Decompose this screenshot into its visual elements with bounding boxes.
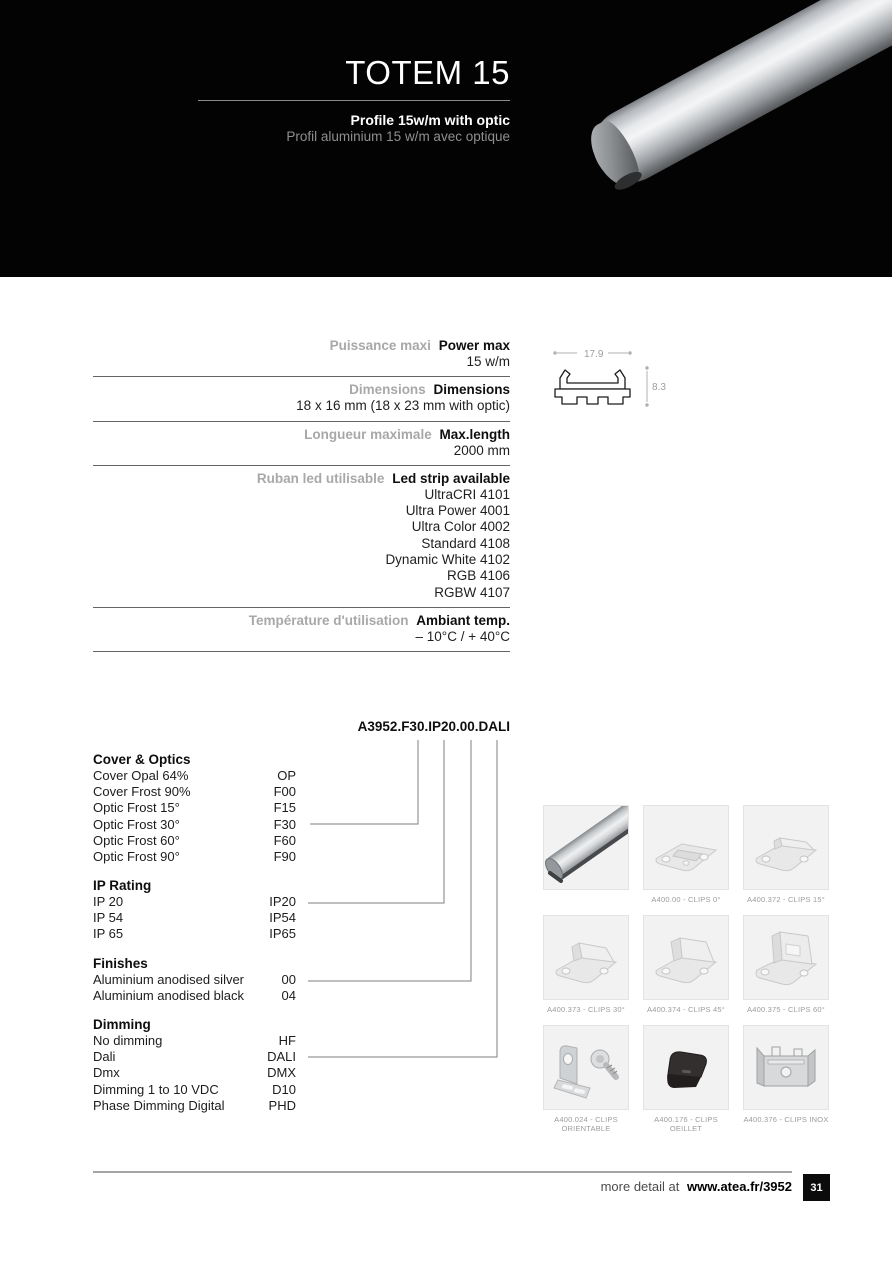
subtitle-english: Profile 15w/m with optic xyxy=(350,112,510,128)
led-strip-list xyxy=(93,487,510,601)
clip-orientable-image xyxy=(544,1026,628,1109)
accessory-tile-clips-30 xyxy=(543,915,629,1025)
option-label: Dimming 1 to 10 VDC xyxy=(93,1081,219,1097)
option-code: IP20 xyxy=(269,894,296,909)
option-row xyxy=(93,800,296,816)
option-label: Dali xyxy=(93,1049,116,1065)
option-label: Cover Opal 64% xyxy=(93,768,189,783)
option-code: 04 xyxy=(281,988,296,1004)
option-code: F30 xyxy=(273,816,296,832)
footer-prefix: more detail at xyxy=(600,1179,680,1194)
led-strip-item: Ultra Color 4002 xyxy=(411,519,510,535)
option-row xyxy=(93,910,296,926)
accessory-caption: A400.176 - CLIPS OEILLET xyxy=(654,1115,718,1133)
order-code-connectors xyxy=(300,737,510,1063)
page-number: 31 xyxy=(803,1174,830,1201)
spec-dimensions xyxy=(93,377,510,421)
accessory-caption: A400.375 - CLIPS 60° xyxy=(747,1005,825,1014)
spec-label-en: Max.length xyxy=(439,426,510,442)
accessory-tile-profile xyxy=(543,805,629,915)
accessory-tile-clips-inox xyxy=(743,1025,829,1135)
option-label: Optic Frost 90° xyxy=(93,849,180,865)
option-label: Phase Dimming Digital xyxy=(93,1097,225,1113)
option-row xyxy=(93,1082,296,1098)
option-code: F15 xyxy=(273,800,296,816)
spec-value: 18 x 16 mm (18 x 23 mm with optic) xyxy=(296,398,510,414)
option-label: No dimming xyxy=(93,1033,163,1048)
spec-value: 15 w/m xyxy=(466,354,510,369)
group-title: Finishes xyxy=(93,956,148,971)
option-group-cover-optics xyxy=(93,751,296,865)
accessory-caption: A400.373 - CLIPS 30° xyxy=(547,1005,625,1014)
spec-label-en: Led strip available xyxy=(392,470,510,486)
option-row xyxy=(93,926,296,942)
profile-thumbnail-image xyxy=(544,806,628,889)
spec-label-en: Ambiant temp. xyxy=(416,612,510,628)
option-code: D10 xyxy=(272,1081,296,1097)
spec-power xyxy=(93,333,510,377)
group-title: IP Rating xyxy=(93,878,152,893)
accessory-caption: A400.024 - CLIPS ORIENTABLE xyxy=(554,1115,618,1133)
footer-divider xyxy=(93,1171,792,1173)
accessory-caption: A400.372 - CLIPS 15° xyxy=(747,895,825,904)
profile-outline xyxy=(555,370,630,404)
option-row xyxy=(93,849,296,865)
option-row xyxy=(93,784,296,800)
option-label: IP 65 xyxy=(93,926,124,942)
width-dimension-label: 17.9 xyxy=(584,349,604,360)
accessory-tile-clips-15 xyxy=(743,805,829,915)
option-code: DALI xyxy=(267,1049,296,1065)
option-row xyxy=(93,817,296,833)
option-row xyxy=(93,768,296,784)
option-row xyxy=(93,1033,296,1049)
led-strip-item: RGBW 4107 xyxy=(434,584,510,600)
option-row xyxy=(93,1049,296,1065)
option-label: IP 54 xyxy=(93,910,124,926)
option-group-finishes xyxy=(93,955,296,1004)
option-label: Cover Frost 90% xyxy=(93,784,191,800)
option-code: 00 xyxy=(281,972,296,987)
option-row xyxy=(93,988,296,1004)
spec-ambient-temp xyxy=(93,608,510,652)
option-group-ip-rating xyxy=(93,877,296,943)
clip-inox-image xyxy=(744,1026,828,1109)
accessory-caption: A400.374 - CLIPS 45° xyxy=(647,1005,725,1014)
accessory-caption: A400.00 - CLIPS 0° xyxy=(651,895,721,904)
accessories-grid xyxy=(543,805,830,1135)
height-dimension-label: 8.3 xyxy=(652,382,666,393)
option-code: IP65 xyxy=(269,926,296,942)
option-label: Dmx xyxy=(93,1065,120,1081)
spec-label-fr: Dimensions xyxy=(349,382,426,398)
order-code: A3952.F30.IP20.00.DALI xyxy=(357,719,510,734)
spec-label-fr: Ruban led utilisable xyxy=(256,470,385,486)
page-title: TOTEM 15 xyxy=(345,54,510,91)
spec-label-en: Power max xyxy=(438,338,510,353)
option-label: Aluminium anodised black xyxy=(93,988,245,1004)
option-row xyxy=(93,972,296,988)
option-code: OP xyxy=(277,768,296,783)
clip-30-image xyxy=(544,916,628,999)
option-row xyxy=(93,833,296,849)
option-label: Optic Frost 30° xyxy=(93,816,180,832)
led-strip-item: Ultra Power 4001 xyxy=(405,503,510,519)
option-label: Optic Frost 15° xyxy=(93,800,180,816)
page-header xyxy=(0,0,892,277)
option-code: IP54 xyxy=(269,910,296,926)
spec-label-fr: Longueur maximale xyxy=(304,426,432,442)
accessory-tile-clips-orientable xyxy=(543,1025,629,1135)
led-strip-item: RGB 4106 xyxy=(446,568,510,584)
clip-45-image xyxy=(644,916,728,999)
specs-section xyxy=(93,333,510,652)
group-title: Cover & Optics xyxy=(93,752,191,767)
clip-15-image xyxy=(744,806,828,889)
accessory-caption: A400.376 - CLIPS INOX xyxy=(743,1115,829,1124)
clip-0-image xyxy=(644,806,728,889)
spec-max-length xyxy=(93,422,510,466)
product-photo xyxy=(580,0,892,196)
spec-value: – 10°C / + 40°C xyxy=(415,628,510,644)
subtitle-french: Profil aluminium 15 w/m avec optique xyxy=(286,129,510,144)
spec-led-strips xyxy=(93,466,510,608)
option-group-dimming xyxy=(93,1016,296,1114)
cross-section-diagram xyxy=(546,338,670,424)
accessory-tile-clips-60 xyxy=(743,915,829,1025)
option-code: F60 xyxy=(273,832,296,848)
option-label: Aluminium anodised silver xyxy=(93,972,245,987)
option-label: Optic Frost 60° xyxy=(93,832,180,848)
option-code: PHD xyxy=(268,1097,296,1113)
group-title: Dimming xyxy=(93,1017,151,1032)
option-row xyxy=(93,1098,296,1114)
option-row xyxy=(93,1065,296,1081)
accessory-tile-clips-45 xyxy=(643,915,729,1025)
option-code: DMX xyxy=(267,1065,296,1081)
spec-label-fr: Puissance maxi xyxy=(329,338,431,353)
led-strip-item: Standard 4108 xyxy=(421,535,510,551)
title-divider xyxy=(198,100,510,101)
accessory-tile-clips-oeillet xyxy=(643,1025,729,1135)
led-strip-item: Dynamic White 4102 xyxy=(385,552,510,568)
footer-link[interactable]: www.atea.fr/3952 xyxy=(686,1179,792,1194)
option-row xyxy=(93,894,296,910)
spec-label-en: Dimensions xyxy=(433,382,510,398)
option-label: IP 20 xyxy=(93,894,124,909)
option-code: F00 xyxy=(273,784,296,800)
option-code: HF xyxy=(278,1033,296,1048)
spec-value: 2000 mm xyxy=(453,442,510,458)
spec-label-fr: Température d'utilisation xyxy=(248,612,409,628)
led-strip-item: UltraCRI 4101 xyxy=(424,486,510,502)
footer xyxy=(93,1179,792,1194)
clip-60-image xyxy=(744,916,828,999)
clip-oeillet-image xyxy=(644,1026,728,1109)
option-code: F90 xyxy=(273,849,296,865)
accessory-tile-clips-0 xyxy=(643,805,729,915)
